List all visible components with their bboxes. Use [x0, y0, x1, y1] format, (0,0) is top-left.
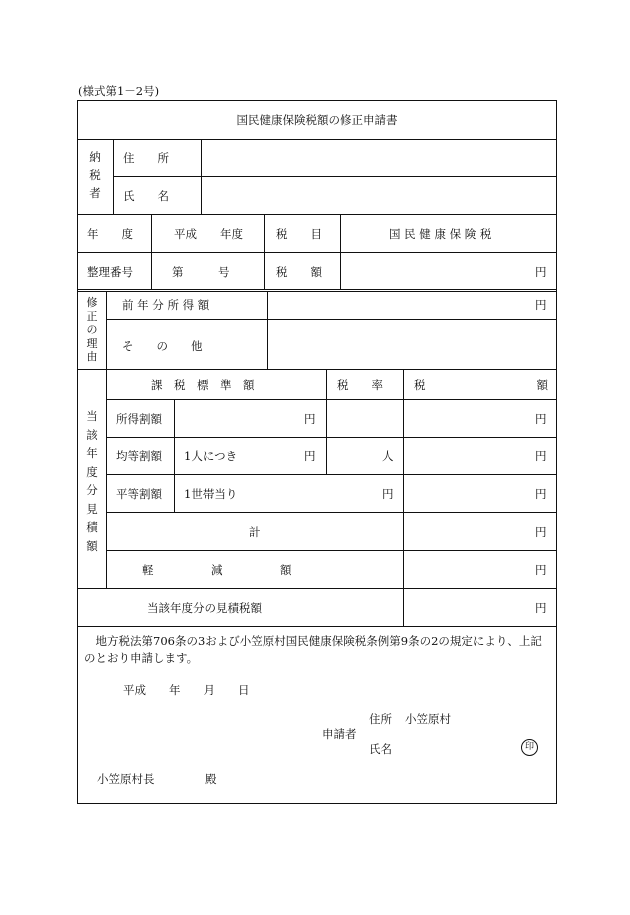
applicant-name-field[interactable] — [405, 738, 515, 756]
total-label: 計 — [249, 525, 261, 539]
addressee-honorific: 殿 — [205, 772, 217, 786]
reduction-label: 軽 減 額 — [142, 563, 292, 577]
applicant-address-value: 小笠原村 — [405, 712, 451, 726]
other-label: そ の 他 — [122, 339, 203, 353]
header-basis: 課 税 標 準 額 — [151, 378, 255, 392]
address-field[interactable] — [202, 140, 556, 176]
date-line[interactable]: 平成 年 月 日 — [123, 683, 250, 697]
prev-income-label: 前 年 分 所 得 額 — [122, 298, 210, 312]
taxpayer-group-label: 納 税 者 — [89, 150, 101, 200]
row-income-tax-unit: 円 — [535, 412, 547, 426]
tax-item-value: 国 民 健 康 保 険 税 — [389, 227, 492, 241]
row-per-capita-tax-unit: 円 — [535, 449, 547, 463]
tax-item-label: 税 目 — [276, 227, 322, 241]
seal-mark: 印 — [521, 739, 538, 756]
number-value[interactable]: 第 号 — [172, 265, 230, 279]
estimate-group-label: 当 該 年 度 分 見 積 額 — [86, 409, 98, 553]
addressee-name: 小笠原村長 — [97, 772, 155, 786]
row-per-household-basis-unit: 円 — [382, 487, 394, 501]
row-per-household-prefix: 1世帯当り — [184, 487, 238, 501]
row-per-capita-rate-unit: 人 — [382, 449, 394, 463]
name-label: 氏 名 — [123, 189, 169, 203]
row-per-capita-name: 均等割額 — [116, 449, 162, 463]
applicant-label: 申請者 — [322, 727, 357, 741]
applicant-name-label: 氏名 — [369, 742, 392, 756]
row-per-household-tax-unit: 円 — [535, 487, 547, 501]
declaration-text: 地方税法第706条の3および小笠原村国民健康保険税条例第9条の2の規定により、上記のとおり申請します。 — [84, 634, 542, 665]
tax-amount-label: 税 額 — [276, 265, 322, 279]
other-reason-field[interactable] — [268, 320, 556, 369]
form-number: (様式第1－2号) — [78, 84, 160, 98]
row-income-name: 所得割額 — [116, 412, 162, 426]
reason-group-label: 修 正 の 理 由 — [86, 296, 98, 363]
tax-amount-unit: 円 — [535, 265, 547, 279]
row-per-capita-basis-unit: 円 — [304, 449, 316, 463]
applicant-address-label: 住所 — [369, 712, 392, 726]
row-income-basis-unit: 円 — [304, 412, 316, 426]
name-field[interactable] — [202, 177, 556, 214]
number-label: 整理番号 — [87, 265, 133, 279]
estimated-total-unit: 円 — [535, 601, 547, 615]
header-tax: 税 額 — [414, 378, 548, 392]
row-per-household-name: 平等割額 — [116, 487, 162, 501]
row-per-capita-prefix: 1人につき — [184, 449, 238, 463]
reduction-unit: 円 — [535, 563, 547, 577]
total-unit: 円 — [535, 525, 547, 539]
header-rate: 税 率 — [337, 378, 383, 392]
prev-income-unit: 円 — [535, 298, 547, 312]
year-value[interactable]: 平成 年度 — [174, 227, 243, 241]
address-label: 住 所 — [123, 151, 169, 165]
form-title: 国民健康保険税額の修正申請書 — [236, 113, 398, 127]
year-label: 年 度 — [87, 227, 133, 241]
estimated-total-label: 当該年度分の見積税額 — [147, 601, 262, 615]
